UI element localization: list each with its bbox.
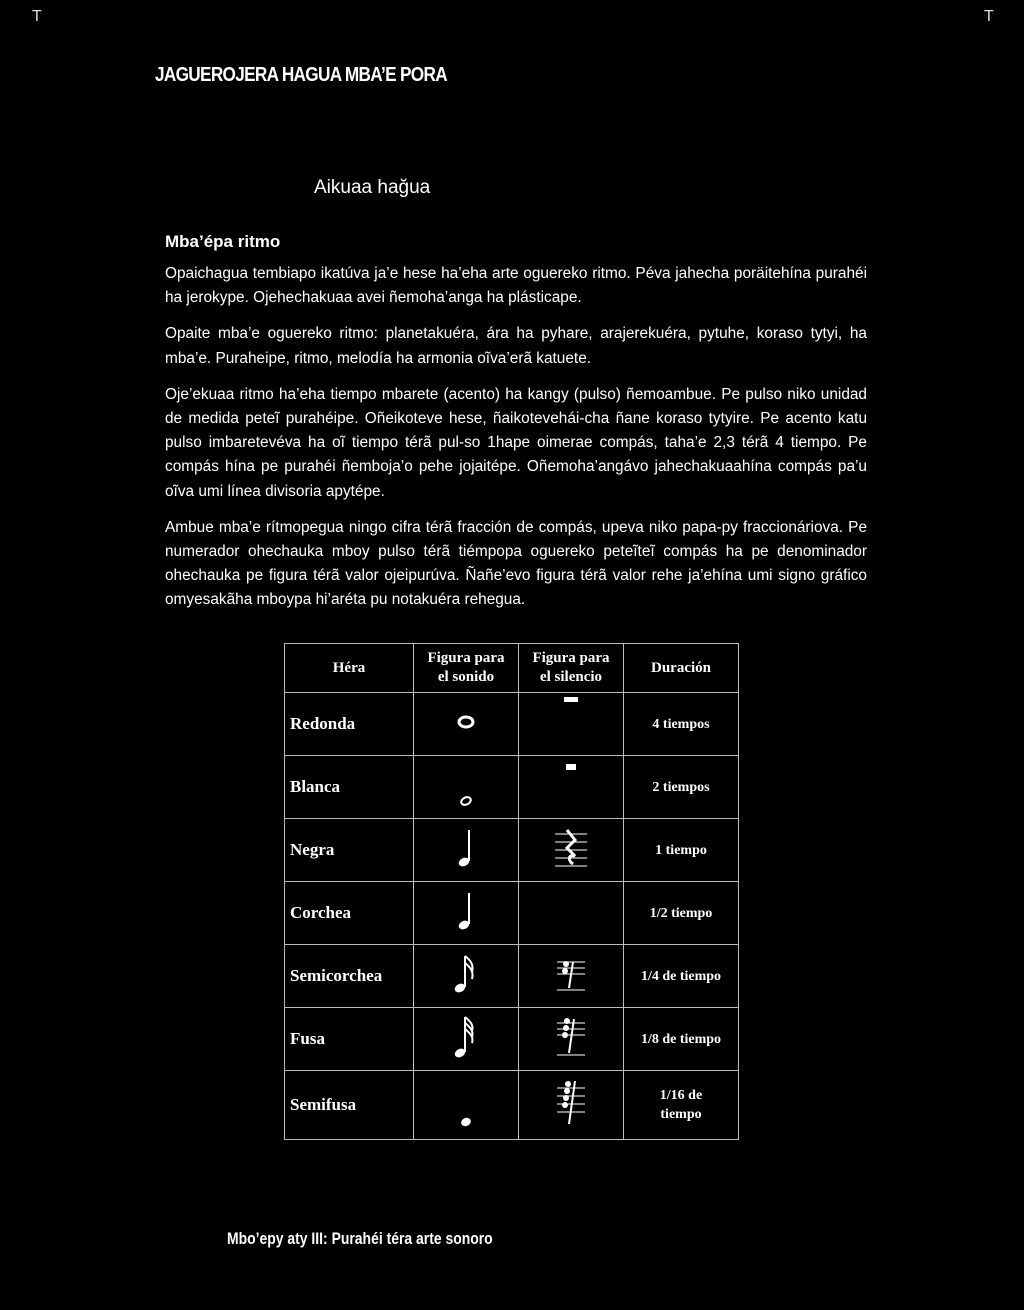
table-row: [285, 693, 739, 756]
crop-mark-right: T: [984, 8, 994, 25]
table-header-row: [285, 644, 739, 693]
rest-figure-cell: [519, 1071, 624, 1140]
eighth-note-icon: [454, 889, 478, 933]
duration: 1/8 de tiempo: [624, 1008, 739, 1071]
header-rest: [519, 644, 624, 693]
half-rest-icon: [556, 756, 586, 780]
whole-note-icon: [456, 712, 476, 732]
note-name: Blanca: [285, 756, 414, 819]
whole-rest-icon: [556, 693, 586, 713]
rest-figure-cell: [519, 1008, 624, 1071]
sound-figure-cell: [414, 819, 519, 882]
sound-figure-cell: [414, 1008, 519, 1071]
header-sound-line2: el sonido: [437, 669, 495, 685]
sound-figure-cell: [414, 756, 519, 819]
duration: [624, 1071, 739, 1140]
note-values-table: [284, 643, 739, 1140]
sixteenth-rest-icon: [551, 954, 591, 994]
duration-line1: 1/16 de: [659, 1088, 703, 1103]
rest-figure-cell: [519, 756, 624, 819]
note-name: Semifusa: [285, 1071, 414, 1140]
table-row: [285, 819, 739, 882]
header-rest-line1: Figura para: [532, 650, 610, 666]
duration: 1 tiempo: [624, 819, 739, 882]
sub-title: Mba’épa ritmo: [165, 232, 281, 251]
sound-figure-cell: [414, 1071, 519, 1140]
sound-figure-cell: [414, 882, 519, 945]
paragraph: Opaichagua tembiapo ikatúva ja’e hese ha’eha arte oguereko ritmo. Péva jahecha poräitehína purahéi ha jerokype. Ojehechakuaa avei ñemoha’anga ha plásticape.: [165, 265, 867, 307]
thirty-second-note-icon: [452, 1013, 480, 1061]
note-name: Semicorchea: [285, 945, 414, 1008]
thirty-second-rest-icon: [551, 1015, 591, 1059]
note-name: Fusa: [285, 1008, 414, 1071]
table-row: [285, 1071, 739, 1140]
duration: 1/4 de tiempo: [624, 945, 739, 1008]
rest-figure-cell: [519, 945, 624, 1008]
header-duration: Duración: [624, 644, 739, 693]
header-sound-line1: Figura para: [427, 650, 505, 666]
sound-figure-cell: [414, 693, 519, 756]
duration: 4 tiempos: [624, 693, 739, 756]
note-name: Redonda: [285, 693, 414, 756]
sixty-fourth-rest-icon: [551, 1078, 591, 1128]
quarter-note-icon: [454, 826, 478, 870]
half-note-icon: [456, 789, 476, 813]
running-header: JAGUEROJERA HAGUA MBA’E PORA: [155, 64, 447, 86]
header-name: Héra: [285, 644, 414, 693]
note-name: Corchea: [285, 882, 414, 945]
sound-figure-cell: [414, 945, 519, 1008]
paragraph: Ambue mba’e rítmopegua ningo cifra térã fracción de compás, upeva niko papa-py fraccionáriova. Pe numerador ohechauka mboy pulso térã tiémpopa oguereko peteĩteĩ compás ha pe denominador ohechauka pe figura térã valor ojeipurúva. Ñañe’evo figura térã valor rehe ja’ehína umi signo gráfico omyesakãha mboypa hi’aréta pu notakuéra rehegua.: [165, 518, 867, 609]
sixteenth-note-icon: [452, 952, 480, 996]
table-row: [285, 882, 739, 945]
body-text: [165, 262, 867, 625]
quarter-rest-icon: [549, 826, 593, 870]
table-row: [285, 945, 739, 1008]
paragraph: Opaite mba’e oguereko ritmo: planetakuéra, ára ha pyhare, arajerekuéra, pytuhe, koraso tytyi, ha mba’e. Puraheipe, ritmo, melodía ha armonia oĩva’erã katuete.: [165, 325, 867, 367]
paragraph: Oje’ekuaa ritmo ha’eha tiempo mbarete (acento) ha kangy (pulso) ñemoambue. Pe pulso niko unidad de medida peteĩ purahéipe. Oñeikoteve hese, ñaikotevehái-cha ñane koraso tytyire. Pe acento katu pulso imbaretevéva ha oĩ tiempo térã pul-so 1hape oimerae compás, taha’e 2,3 térã 4 tiempo. Pe compás hína pe purahéi ñemboja’o pehe jojaitépe. Oñemoha’angávo jahechakuaahína compás pa’u oĩva umi línea divisoria apytépe.: [165, 385, 867, 500]
section-title: Aikuaa hağua: [314, 177, 431, 198]
duration: 1/2 tiempo: [624, 882, 739, 945]
header-rest-line2: el silencio: [539, 669, 603, 685]
table-row: [285, 1008, 739, 1071]
sixty-fourth-note-icon: [458, 1114, 474, 1128]
rest-figure-cell: [519, 882, 624, 945]
duration: 2 tiempos: [624, 756, 739, 819]
header-sound: [414, 644, 519, 693]
crop-mark-left: T: [32, 8, 42, 25]
rest-figure-cell: [519, 693, 624, 756]
footer: Mbo’epy aty III: Purahéi téra arte sonoro: [227, 1229, 493, 1248]
duration-line2: tiempo: [660, 1107, 702, 1122]
table-row: [285, 756, 739, 819]
note-name: Negra: [285, 819, 414, 882]
rest-figure-cell: [519, 819, 624, 882]
